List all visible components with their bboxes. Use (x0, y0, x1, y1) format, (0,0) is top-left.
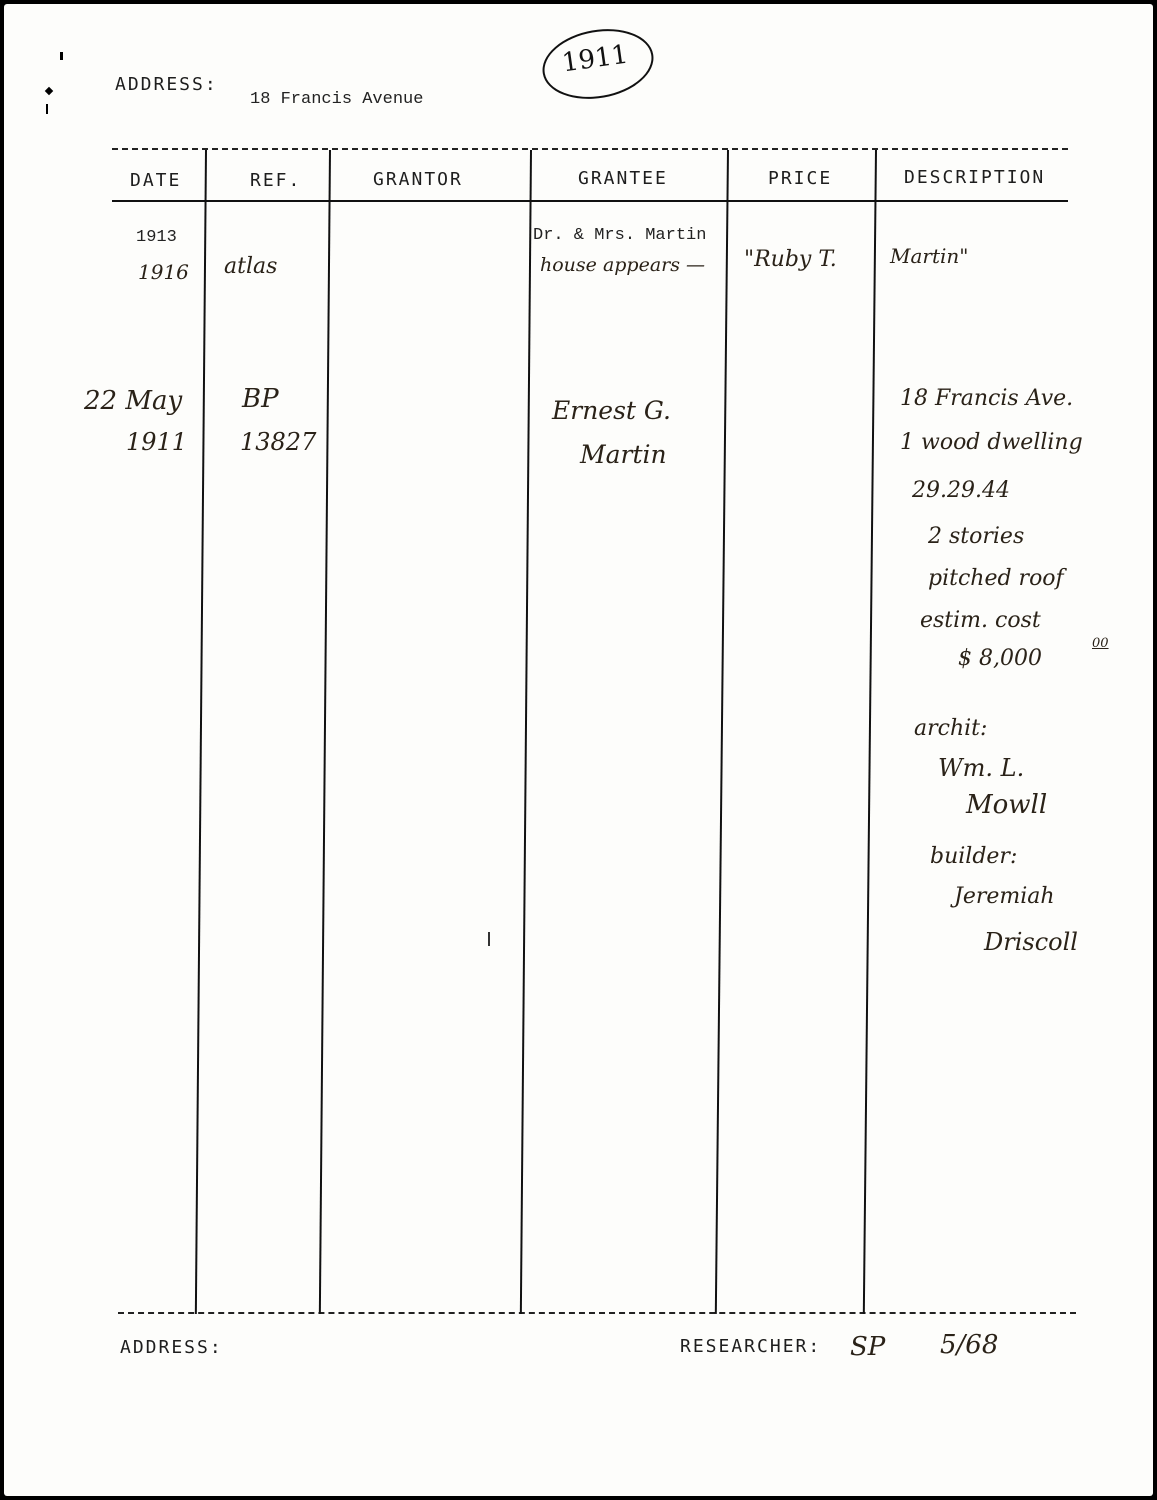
researcher-date: 5/68 (940, 1330, 999, 1360)
entry2-date-line1: 22 May (84, 386, 183, 416)
entry2-description-line: Mowll (966, 790, 1048, 820)
margin-mark (60, 52, 63, 60)
entry2-description-line: 2 stories (928, 524, 1025, 549)
address-label: ADDRESS: (115, 74, 218, 95)
entry2-description-line: Driscoll (984, 928, 1078, 956)
column-header-date: DATE (130, 170, 182, 191)
entry2-ref-line1: BP (242, 384, 279, 414)
entry2-grantee-line2: Martin (580, 440, 667, 469)
column-header-description: DESCRIPTION (904, 167, 1046, 188)
entry2-description-line: Jeremiah (954, 884, 1055, 909)
entry1-date-typed: 1913 (136, 228, 177, 247)
column-header-ref: REF. (250, 170, 302, 191)
entry2-description-line: $ 8,000 (958, 646, 1042, 671)
footer-address-label: ADDRESS: (120, 1337, 223, 1358)
entry2-description-line: pitched roof (928, 566, 1064, 591)
entry2-description-line: 1 wood dwelling (900, 430, 1083, 455)
stray-mark (488, 932, 490, 946)
entry2-description-line: builder: (930, 844, 1018, 869)
entry2-description-line: estim. cost (920, 608, 1041, 633)
researcher-label: RESEARCHER: (680, 1336, 822, 1357)
table-bottom-rule (118, 1312, 1076, 1314)
address-value: 18 Francis Avenue (250, 90, 424, 109)
column-header-grantor: GRANTOR (373, 169, 463, 190)
entry2-description-line: 29.29.44 (912, 478, 1010, 503)
column-header-grantee: GRANTEE (578, 168, 668, 189)
entry1-date-hand: 1916 (138, 260, 189, 284)
year-circled: 1911 (560, 39, 630, 79)
entry1-grantee-typed: Dr. & Mrs. Martin (533, 226, 707, 245)
entry1-description: Martin" (890, 244, 969, 268)
entry2-date-line2: 1911 (126, 428, 188, 456)
column-header-price: PRICE (768, 168, 833, 189)
entry2-cost-cents: 00 (1092, 636, 1109, 651)
entry2-grantee-line1: Ernest G. (552, 396, 671, 425)
entry1-grantee-hand: house appears — (540, 254, 706, 276)
entry2-description-line: Wm. L. (938, 754, 1025, 782)
entry1-price: "Ruby T. (744, 247, 837, 272)
margin-mark (46, 104, 48, 114)
entry2-description-line: archit: (914, 716, 988, 741)
entry2-ref-line2: 13827 (240, 428, 317, 456)
entry2-description-line: 18 Francis Ave. (900, 386, 1074, 411)
entry1-ref: atlas (224, 254, 278, 279)
researcher-initials: SP (850, 1332, 886, 1362)
header-bottom-rule (112, 200, 1068, 202)
table-top-rule (112, 148, 1068, 150)
